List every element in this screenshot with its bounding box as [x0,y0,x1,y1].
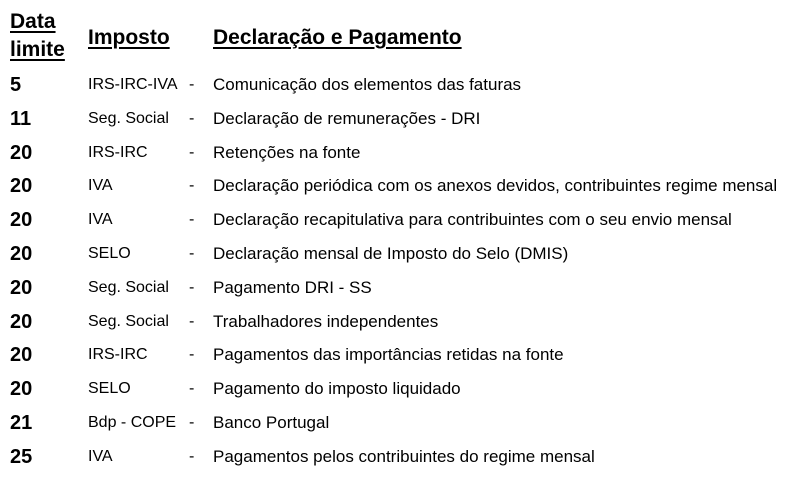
tax-name: SELO [88,245,131,262]
tax-name: Bdp - COPE [88,414,177,431]
deadline-day: 11 [10,107,32,130]
separator-dash: - [189,346,195,364]
separator-dash: - [189,143,195,161]
separator-dash: - [189,211,195,229]
deadline-description: Declaração de remunerações - DRI [213,108,481,128]
header-declaration-payment: Declaração e Pagamento [213,26,462,49]
header-deadline-date: Data limite [10,10,65,61]
tax-name: SELO [88,380,131,398]
tax-name: Seg. Social [88,278,169,296]
separator-dash: - [189,109,195,127]
deadline-row [0,338,800,372]
tax-name: IRS-IRC [88,143,148,161]
tax-name: IRS-IRC [88,346,148,364]
deadline-row [0,102,800,136]
deadline-row [0,406,800,440]
deadline-row [0,440,800,474]
deadline-day: 20 [10,175,33,198]
separator-dash: - [189,414,195,431]
tax-name: IVA [88,447,113,465]
deadline-row [0,203,800,237]
deadline-description: Declaração mensal de Imposto do Selo (DMIS) [213,244,569,263]
deadline-row [0,305,800,339]
separator-dash: - [189,380,195,398]
separator-dash: - [189,76,195,93]
deadline-day: 20 [10,243,33,265]
deadline-description: Declaração recapitulativa para contribuintes com o seu envio mensal [213,210,732,230]
separator-dash: - [189,278,195,296]
deadline-description: Declaração periódica com os anexos devidos, contribuintes regime mensal [213,176,778,196]
deadline-description: Pagamento do imposto liquidado [213,379,461,399]
deadline-day: 5 [10,74,22,96]
deadline-day: 21 [10,412,33,434]
deadline-description: Pagamentos das importâncias retidas na fonte [213,345,564,365]
deadline-day: 20 [10,141,33,164]
deadline-description: Pagamentos pelos contribuintes do regime mensal [213,446,595,466]
deadline-day: 20 [10,276,33,299]
deadline-row [0,68,800,102]
deadline-row [0,136,800,170]
deadline-day: 20 [10,378,33,401]
deadline-day: 20 [10,209,33,232]
tax-name: Seg. Social [88,109,169,127]
deadline-day: 25 [10,445,33,468]
tax-name: IVA [88,177,113,195]
deadline-row [0,271,800,305]
separator-dash: - [189,447,195,465]
deadline-description: Retenções na fonte [213,142,361,162]
deadline-description: Trabalhadores independentes [213,311,439,331]
separator-dash: - [189,312,195,330]
tax-name: IVA [88,211,113,229]
deadline-day: 20 [10,310,33,333]
separator-dash: - [189,177,195,195]
deadline-description: Comunicação dos elementos das faturas [213,75,522,94]
deadline-row [0,372,800,406]
deadline-row [0,237,800,271]
separator-dash: - [189,245,195,262]
deadline-row [0,169,800,203]
tax-name: Seg. Social [88,312,169,330]
header-tax: Imposto [88,26,170,49]
deadline-description: Pagamento DRI - SS [213,277,372,297]
tax-name: IRS-IRC-IVA [88,76,178,93]
deadline-day: 20 [10,344,33,367]
deadline-description: Banco Portugal [213,413,330,432]
